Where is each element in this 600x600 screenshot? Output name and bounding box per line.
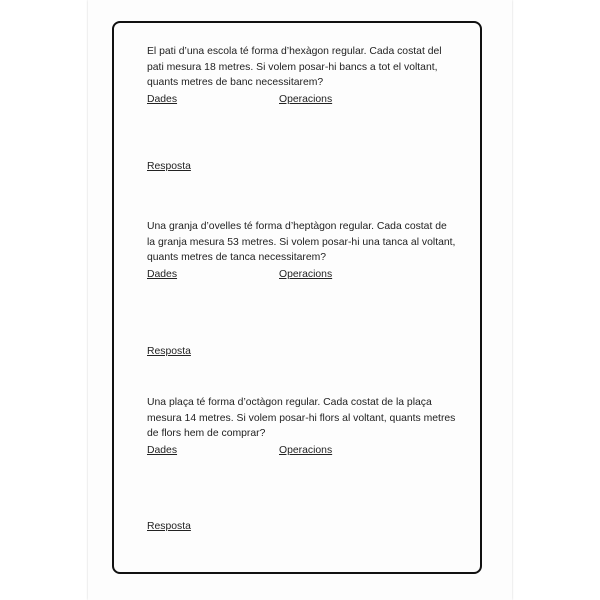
problem-1	[147, 44, 457, 109]
problem-3-answer-label: Resposta	[147, 521, 191, 532]
problem-1-data-label: Dades	[147, 93, 178, 105]
problem-1-answer-label: Resposta	[147, 161, 191, 172]
problem-2-answer-label: Resposta	[147, 346, 191, 357]
problem-1-statement: El pati d’una escola té forma d’hexàgon regular. Cada costat del pati mesura 18 metres. Si volem posar-hi bancs a tot el voltant, quants metres de banc necessitarem?	[147, 46, 442, 88]
problem-2-labels	[147, 268, 457, 284]
problem-2-operations-label: Operacions	[279, 268, 333, 280]
problem-1-operations-label: Operacions	[279, 93, 333, 105]
problem-2-data-label: Dades	[147, 268, 178, 280]
problem-2	[147, 219, 457, 284]
problem-2-statement: Una granja d’ovelles té forma d’heptàgon regular. Cada costat de la granja mesura 53 metres. Si volem posar-hi una tanca al voltant, quants metres de tanca necessitarem?	[147, 221, 456, 263]
problem-3-labels	[147, 444, 457, 460]
problem-3-statement: Una plaça té forma d’octàgon regular. Cada costat de la plaça mesura 14 metres. Si volem posar-hi flors al voltant, quants metres de flors hem de comprar?	[147, 397, 456, 439]
problem-3	[147, 395, 457, 460]
problem-3-data-label: Dades	[147, 444, 178, 456]
problem-3-operations-label: Operacions	[279, 444, 333, 456]
problem-1-labels	[147, 93, 457, 109]
